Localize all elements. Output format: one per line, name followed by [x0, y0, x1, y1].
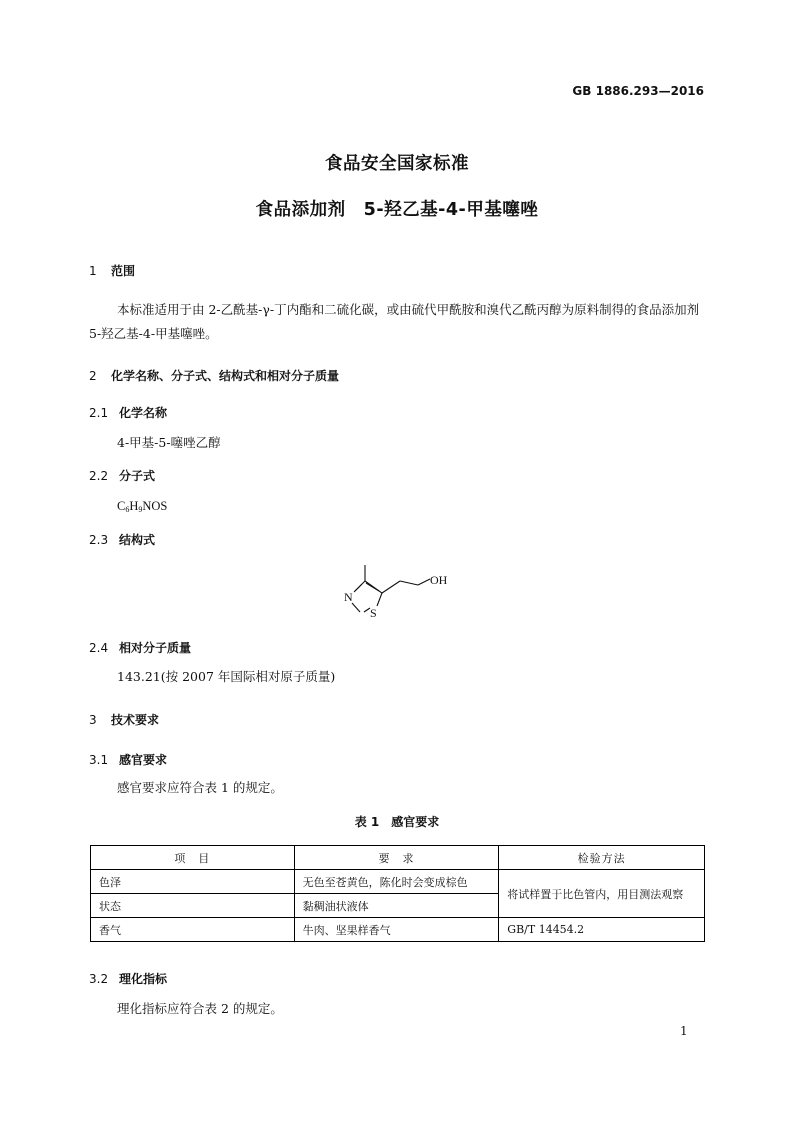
- section-2-2-heading: [89, 467, 155, 484]
- cell-requirement: 无色至苍黄色，陈化时会变成棕色: [294, 870, 499, 894]
- section-number: 3.1: [89, 753, 109, 767]
- chain-bond-1: [382, 581, 400, 593]
- ring-double-bond-c5-c4: [366, 583, 379, 591]
- header-item: 项 目: [91, 846, 295, 870]
- page-title-line1: 食品安全国家标准: [325, 154, 469, 174]
- section-2-4-heading: [89, 639, 191, 656]
- ring-bond-s-c5: [377, 593, 382, 606]
- sensory-requirements-table: [90, 845, 705, 942]
- section-number: 2.1: [89, 406, 109, 420]
- chain-bond-2: [400, 581, 418, 585]
- cell-item: 状态: [91, 894, 295, 918]
- section-3-heading: [89, 711, 159, 728]
- section-number: 2.4: [89, 641, 109, 655]
- section-title: 理化指标: [119, 972, 168, 986]
- section-title: 技术要求: [111, 713, 160, 727]
- cell-item: 色泽: [91, 870, 295, 894]
- section-3-1-heading: [89, 751, 167, 768]
- ring-double-bond-inner: [354, 584, 362, 592]
- section-title: 化学名称: [119, 406, 168, 420]
- scope-paragraph: 本标准适用于由 2-乙酰基-γ-丁内酯和二硫化碳，或由硫代甲酰胺和溴代乙酰丙醇为原料制得的食品添加剂 5-羟乙基-4-甲基噻唑。: [89, 302, 700, 341]
- section-title: 感官要求: [119, 753, 168, 767]
- section-number: 3: [89, 713, 97, 727]
- ring-bond-n-c2: [352, 603, 360, 612]
- section-title: 相对分子质量: [119, 641, 192, 655]
- molecular-mass: 143.21(按 2007 年国际相对原子质量): [117, 669, 336, 684]
- cell-item: 香气: [91, 918, 295, 942]
- section-3-2-heading: [89, 970, 167, 987]
- chemical-name: 4-甲基-5-噻唑乙醇: [117, 435, 221, 450]
- section-number: 2: [89, 369, 97, 383]
- structural-formula: [330, 555, 460, 625]
- section-title: 范围: [111, 264, 136, 278]
- cell-requirement: 牛肉、坚果样香气: [294, 918, 499, 942]
- section-2-3-heading: [89, 531, 155, 548]
- page-number: 1: [680, 1024, 688, 1038]
- section-number: 2.3: [89, 533, 109, 547]
- table1-caption: 表 1 感官要求: [354, 815, 440, 829]
- section-2-1-heading: [89, 404, 167, 421]
- atom-n-label: N: [344, 590, 353, 604]
- section-title: 化学名称、分子式、结构式和相对分子质量: [111, 369, 340, 383]
- physicochemical-text: 理化指标应符合表 2 的规定。: [117, 1001, 283, 1016]
- cell-method: GB/T 14454.2: [499, 918, 705, 942]
- molecular-formula: $C_6H_9NOS$: [117, 499, 168, 514]
- section-1-heading: [89, 262, 135, 279]
- section-number: 2.2: [89, 469, 109, 483]
- section-title: 结构式: [119, 533, 156, 547]
- section-title: 分子式: [119, 469, 156, 483]
- standard-code: GB 1886.293—2016: [572, 84, 704, 98]
- page-title-line2: 食品添加剂 5-羟乙基-4-甲基噻唑: [255, 200, 539, 220]
- header-requirement: 要 求: [294, 846, 499, 870]
- header-method: 检验方法: [499, 846, 705, 870]
- sensory-requirement-text: 感官要求应符合表 1 的规定。: [117, 780, 283, 795]
- section-number: 3.2: [89, 972, 109, 986]
- cell-method-merged: 将试样置于比色管内，用目测法观察: [499, 870, 705, 918]
- section-number: 1: [89, 264, 97, 278]
- table-row: [91, 870, 705, 894]
- section-2-heading: [89, 367, 339, 384]
- atom-s-label: S: [370, 606, 377, 620]
- table-row: [91, 918, 705, 942]
- atom-oh-label: OH: [430, 573, 448, 587]
- table-header-row: [91, 846, 705, 870]
- chain-bond-3: [418, 579, 430, 585]
- cell-requirement: 黏稠油状液体: [294, 894, 499, 918]
